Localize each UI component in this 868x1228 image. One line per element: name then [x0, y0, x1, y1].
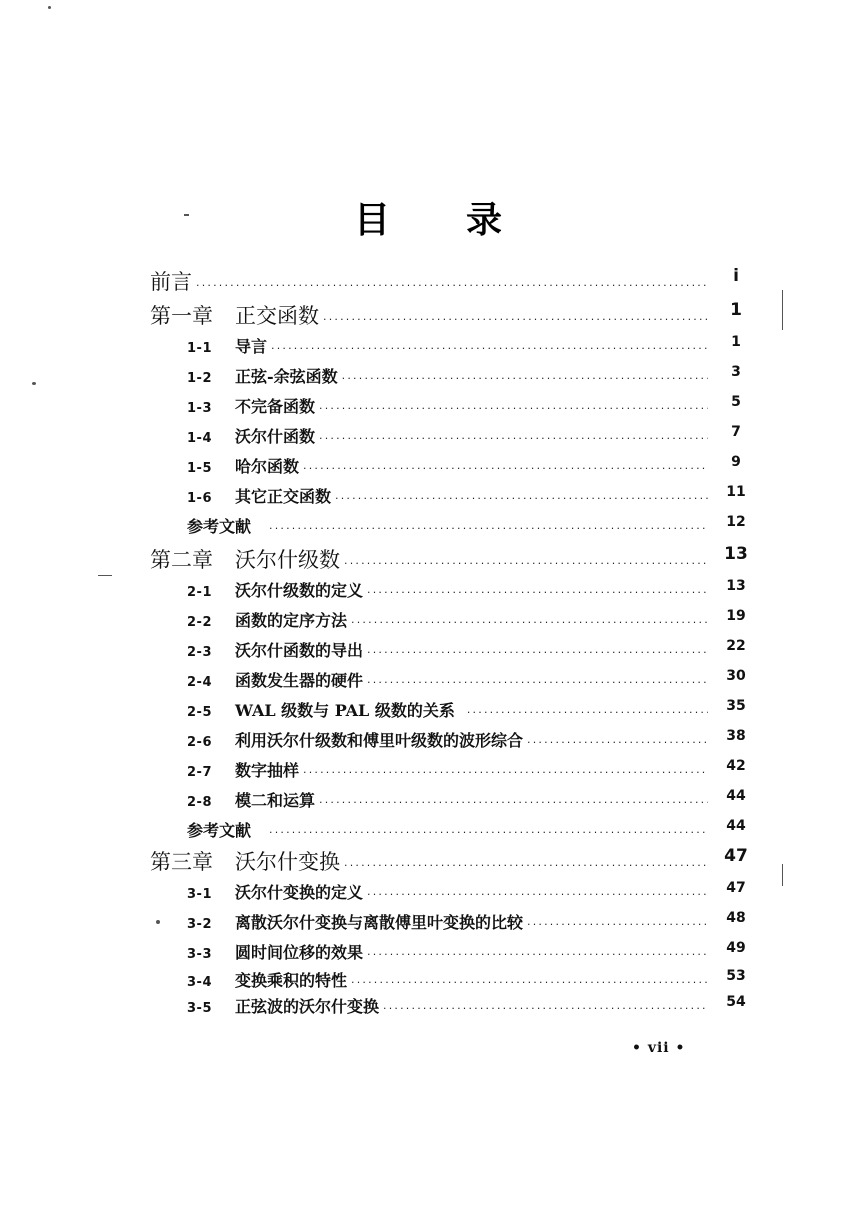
toc-page-number: 12: [726, 514, 746, 530]
toc-label: WAL 级数与 PAL 级数的关系: [235, 701, 455, 720]
toc-label: 圆时间位移的效果: [235, 943, 364, 962]
toc-entry-2-6[interactable]: [187, 728, 746, 758]
section-number: 2-5: [187, 705, 212, 720]
toc-page-number: 19: [726, 608, 746, 624]
section-number: 2-7: [187, 765, 212, 780]
toc-entry-references-ch1[interactable]: [187, 514, 746, 544]
toc-entry-2-4[interactable]: [187, 668, 746, 698]
section-number: 1-1: [187, 341, 212, 356]
toc-entry-3-2[interactable]: [187, 910, 746, 940]
toc-entry-3-1[interactable]: [187, 880, 746, 910]
section-number: 1-3: [187, 401, 212, 416]
chapter-title: 沃尔什变换: [235, 850, 340, 874]
scan-speck: [98, 575, 112, 576]
toc-page-number: 7: [731, 424, 741, 440]
toc-entry-preface[interactable]: [150, 266, 739, 296]
toc-label: 参考文献: [187, 517, 252, 536]
section-number: 2-2: [187, 615, 212, 630]
leader-dots: [196, 279, 708, 292]
toc-entry-1-3[interactable]: [187, 394, 741, 424]
leader-dots: [269, 826, 708, 839]
leader-dots: [467, 706, 708, 719]
toc-page-number: 44: [726, 818, 746, 834]
toc-page-number: 47: [724, 846, 748, 866]
toc-label: 利用沃尔什级数和傅里叶级数的波形综合: [235, 731, 524, 750]
section-number: 3-2: [187, 917, 212, 932]
toc-label: 离散沃尔什变换与离散傅里叶变换的比较: [235, 913, 524, 932]
toc-page-number: i: [733, 266, 739, 286]
toc-label: 其它正交函数: [235, 487, 332, 506]
chapter-title: 正交函数: [235, 304, 319, 328]
chapter-number: 第二章: [150, 548, 213, 572]
leader-dots: [271, 342, 708, 355]
toc-label: 函数发生器的硬件: [235, 671, 364, 690]
leader-dots: [335, 492, 708, 505]
scan-speck: [782, 290, 783, 330]
page-folio: • vii •: [632, 1040, 686, 1056]
toc-label: 沃尔什级数的定义: [235, 581, 364, 600]
toc-label: 前言: [150, 270, 192, 294]
toc-entry-chapter-2[interactable]: [150, 544, 748, 574]
leader-dots: [303, 766, 708, 779]
chapter-number: 第一章: [150, 304, 213, 328]
section-number: 1-6: [187, 491, 212, 506]
leader-dots: [269, 522, 708, 535]
scan-speck: [32, 382, 36, 385]
leader-dots: [351, 976, 708, 989]
toc-label: 变换乘积的特性: [235, 971, 348, 990]
section-number: 2-3: [187, 645, 212, 660]
toc-page-number: 13: [726, 578, 746, 594]
toc-label: [150, 544, 344, 574]
toc-label: 正弦-余弦函数: [235, 367, 338, 386]
toc-entry-2-5[interactable]: [187, 698, 746, 728]
toc-entry-3-5[interactable]: [187, 994, 746, 1024]
leader-dots: [344, 859, 708, 872]
section-number: 2-4: [187, 675, 212, 690]
leader-dots: [367, 888, 708, 901]
toc-label: 函数的定序方法: [235, 611, 348, 630]
toc-entry-1-6[interactable]: [187, 484, 746, 514]
toc-label: [150, 846, 344, 876]
toc-entry-2-3[interactable]: [187, 638, 746, 668]
toc-page-number: 9: [731, 454, 741, 470]
leader-dots: [367, 646, 708, 659]
toc-label: 沃尔什函数的导出: [235, 641, 364, 660]
toc-page-number: 54: [726, 994, 746, 1010]
scan-speck: [48, 6, 51, 9]
toc-label: 沃尔什变换的定义: [235, 883, 364, 902]
chapter-title: 沃尔什级数: [235, 548, 340, 572]
toc-page-number: 42: [726, 758, 746, 774]
section-number: 2-8: [187, 795, 212, 810]
leader-dots: [367, 586, 708, 599]
toc-label: [150, 300, 323, 330]
toc-entry-1-2[interactable]: [187, 364, 741, 394]
toc-page-number: 44: [726, 788, 746, 804]
toc-page-number: 22: [726, 638, 746, 654]
toc-label: 沃尔什函数: [235, 427, 316, 446]
toc-page-number: 47: [726, 880, 746, 896]
leader-dots: [319, 402, 708, 415]
leader-dots: [527, 918, 708, 931]
toc-entry-chapter-1[interactable]: [150, 300, 742, 330]
toc-label: 不完备函数: [235, 397, 316, 416]
leader-dots: [323, 313, 708, 326]
toc-page-number: 13: [724, 544, 748, 564]
toc-label: 哈尔函数: [235, 457, 300, 476]
toc-page-number: 5: [731, 394, 741, 410]
leader-dots: [342, 372, 708, 385]
title-char-2: 录: [466, 199, 503, 241]
section-number: 2-1: [187, 585, 212, 600]
toc-entry-1-4[interactable]: [187, 424, 741, 454]
toc-label: 正弦波的沃尔什变换: [235, 997, 380, 1016]
section-number: 3-4: [187, 975, 212, 990]
toc-entry-2-2[interactable]: [187, 608, 746, 638]
toc-page-number: 11: [726, 484, 746, 500]
leader-dots: [319, 796, 708, 809]
toc-entry-references-ch2[interactable]: [187, 818, 746, 848]
toc-page-number: 49: [726, 940, 746, 956]
toc-label: 参考文献: [187, 821, 252, 840]
toc-entry-2-8[interactable]: [187, 788, 746, 818]
toc-page-number: 48: [726, 910, 746, 926]
leader-dots: [383, 1002, 708, 1015]
section-number: 3-5: [187, 1001, 212, 1016]
leader-dots: [319, 432, 708, 445]
toc-page-number: 38: [726, 728, 746, 744]
toc-entry-2-7[interactable]: [187, 758, 746, 788]
title-char-1: 目: [354, 199, 391, 241]
toc-entry-3-3[interactable]: [187, 940, 746, 970]
scan-speck: [184, 214, 189, 216]
scan-speck: [782, 864, 783, 886]
section-number: 2-6: [187, 735, 212, 750]
toc-page-number: 3: [731, 364, 741, 380]
section-number: 1-2: [187, 371, 212, 386]
scan-speck: [156, 920, 160, 924]
leader-dots: [344, 557, 708, 570]
leader-dots: [527, 736, 708, 749]
toc-page-number: 35: [726, 698, 746, 714]
section-number: 1-4: [187, 431, 212, 446]
toc-entry-2-1[interactable]: [187, 578, 746, 608]
toc-page-number: 1: [730, 300, 742, 320]
toc-page-number: 30: [726, 668, 746, 684]
toc-page-number: 53: [726, 968, 746, 984]
chapter-number: 第三章: [150, 850, 213, 874]
section-number: 3-3: [187, 947, 212, 962]
toc-entry-1-1[interactable]: [187, 334, 741, 364]
leader-dots: [367, 948, 708, 961]
toc-entry-chapter-3[interactable]: [150, 846, 748, 876]
section-number: 3-1: [187, 887, 212, 902]
section-number: 1-5: [187, 461, 212, 476]
toc-label: 模二和运算: [235, 791, 316, 810]
toc-page-number: 1: [731, 334, 741, 350]
toc-label: 数字抽样: [235, 761, 300, 780]
toc-entry-1-5[interactable]: [187, 454, 741, 484]
toc-label: 导言: [235, 337, 268, 356]
leader-dots: [303, 462, 708, 475]
leader-dots: [351, 616, 708, 629]
leader-dots: [367, 676, 708, 689]
